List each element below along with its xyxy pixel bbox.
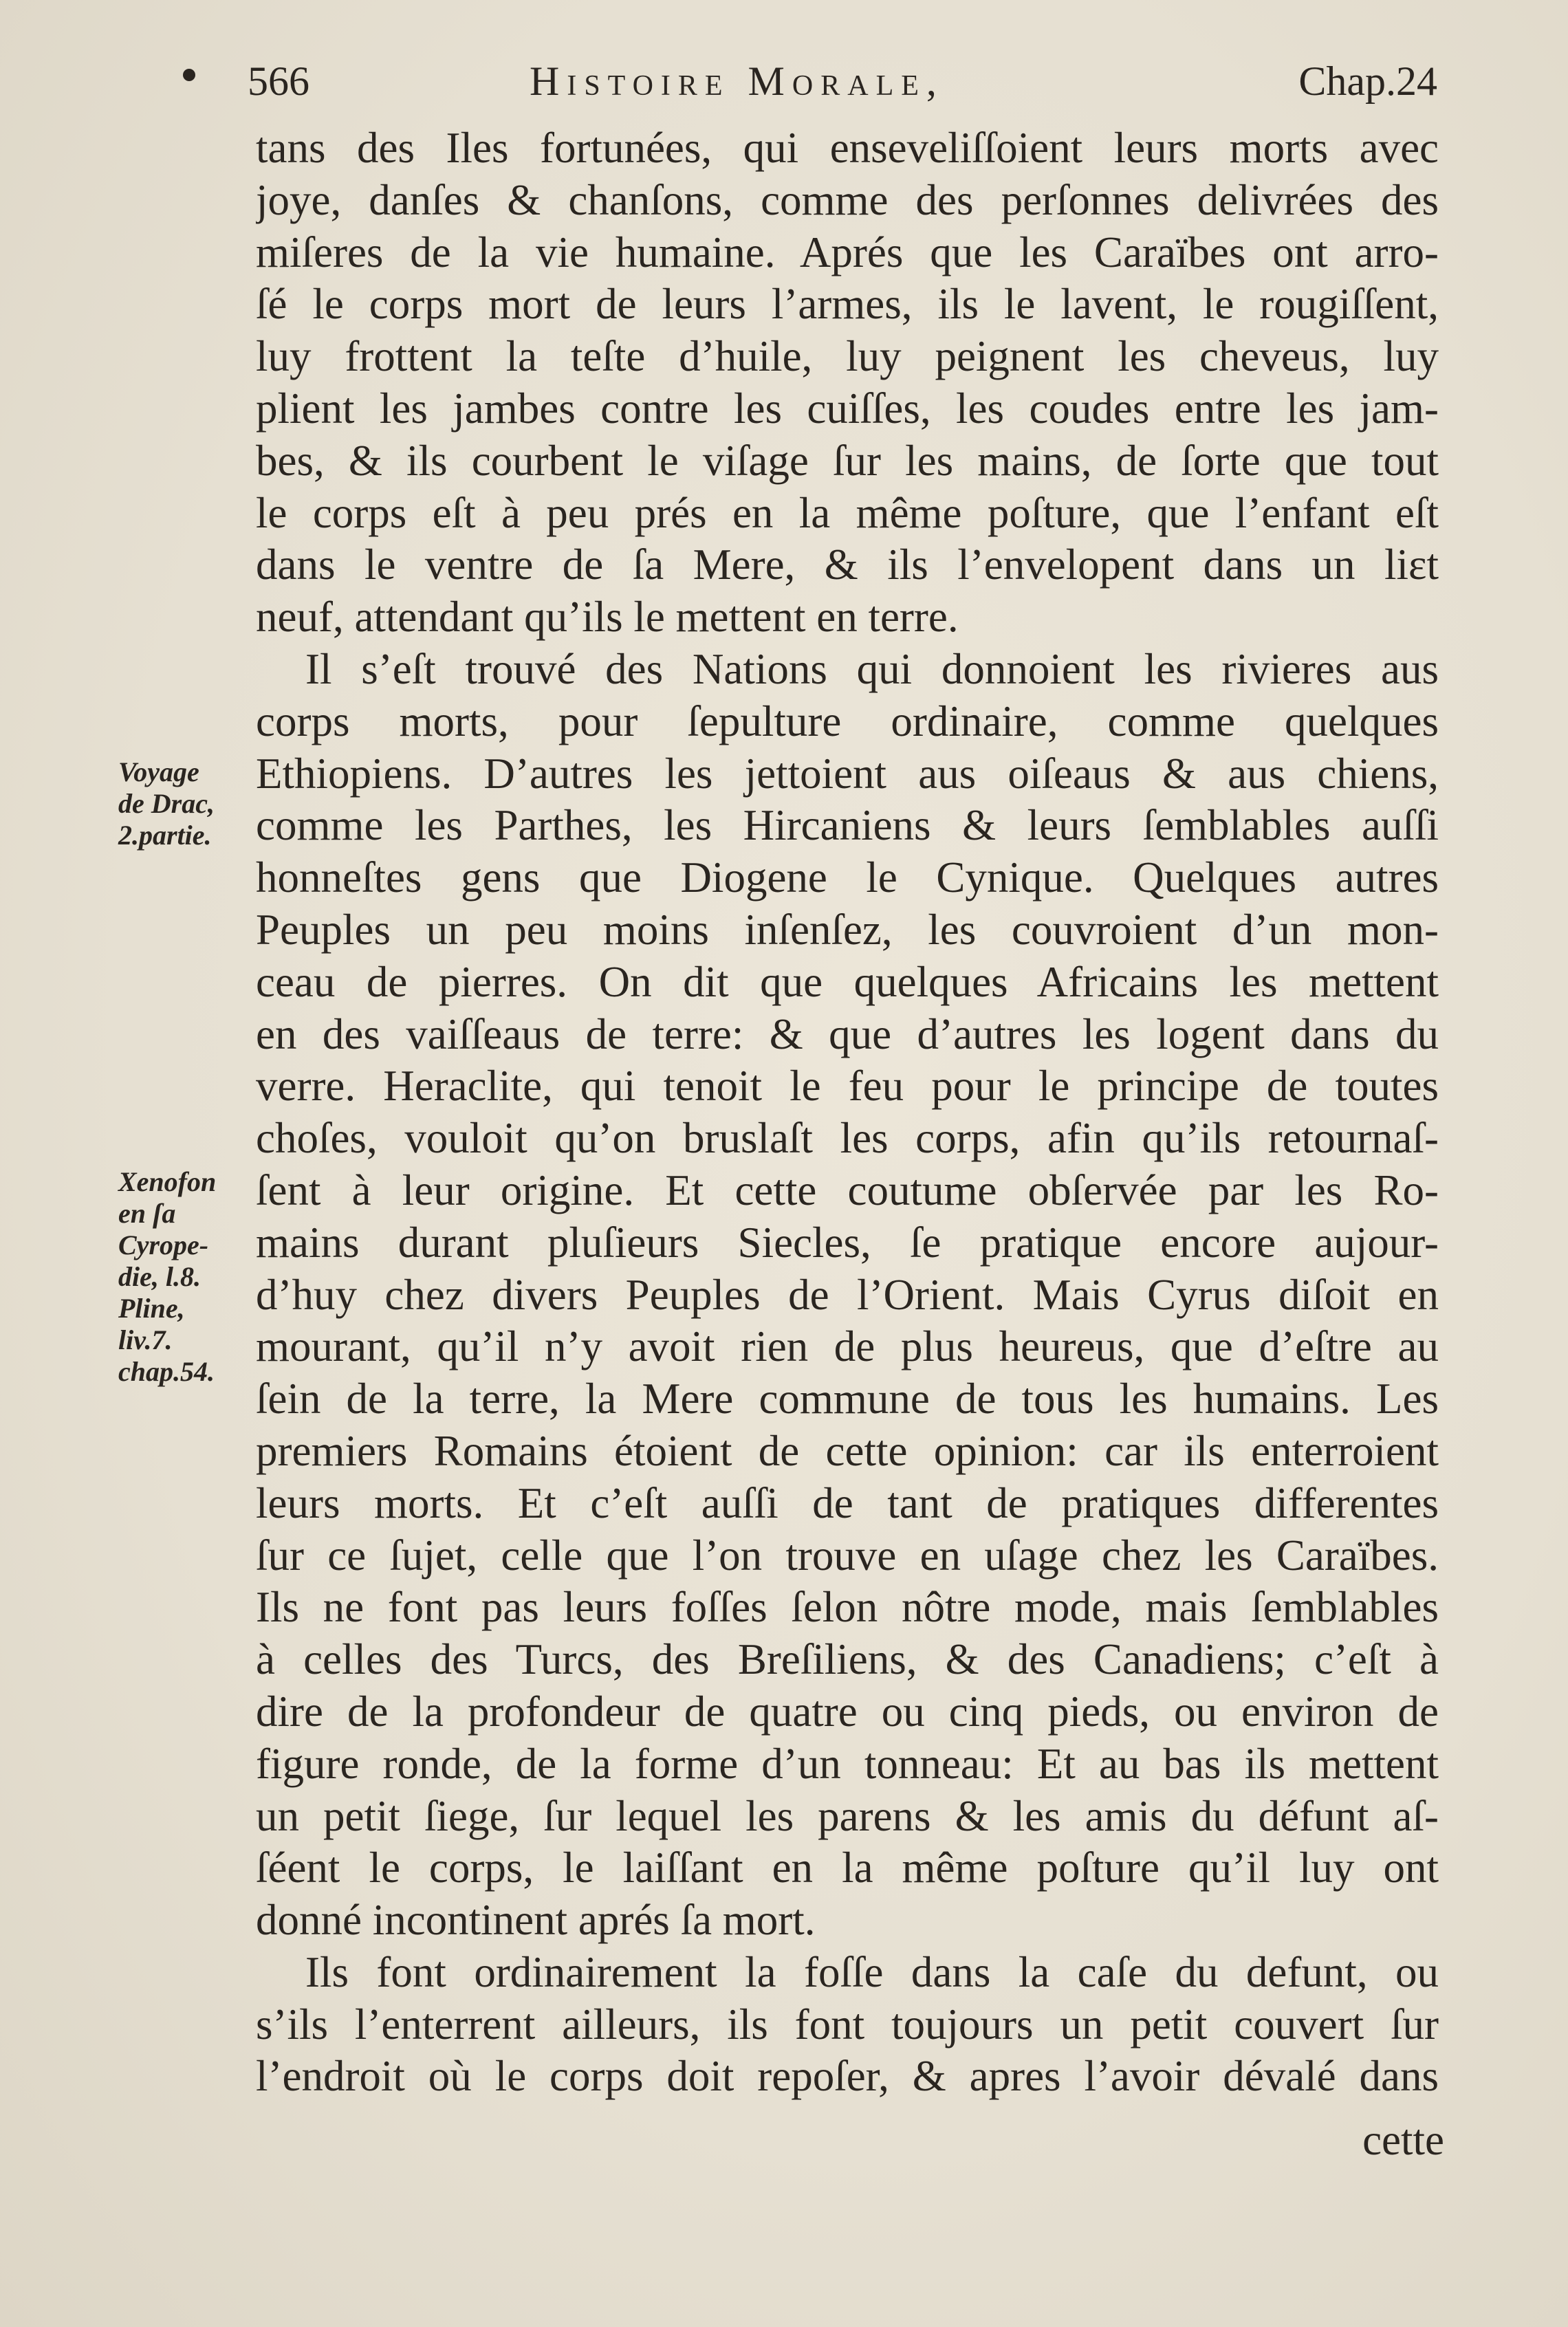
margin-note-line: en ſa — [118, 1198, 176, 1229]
text-line: ſent à leur origine. Et cette coutume obſervée par les Ro- — [256, 1166, 1439, 1214]
text-line: leurs morts. Et c’eſt auſſi de tant de pratiques differentes — [256, 1478, 1439, 1527]
paragraph-start-line: Ils font ordinairement la foſſe dans la caſe du defunt, ou — [305, 1947, 1439, 1996]
text-line: un petit ſiege, ſur lequel les parens & les amis du défunt aſ- — [256, 1791, 1439, 1840]
margin-note-line: Xenofon — [118, 1166, 217, 1197]
paragraph-start-line: Il s’eſt trouvé des Nations qui donnoient les rivieres aus — [305, 644, 1439, 693]
text-line: en des vaiſſeaus de terre: & que d’autres les logent dans du — [256, 1009, 1439, 1058]
text-line: à celles des Turcs, des Breſiliens, & des Canadiens; c’eſt à — [256, 1635, 1439, 1684]
text-line: ceau de pierres. On dit que quelques Africains les mettent — [256, 957, 1439, 1006]
text-line: s’ils l’enterrent ailleurs, ils font toujours un petit couvert ſur — [256, 2000, 1439, 2049]
text-line: corps morts, pour ſepulture ordinaire, comme quelques — [256, 697, 1439, 745]
text-line: choſes, vouloit qu’on bruslaſt les corps, afin qu’ils retournaſ- — [256, 1114, 1439, 1163]
text-line: plient les jambes contre les cuiſſes, les coudes entre les jam- — [256, 384, 1439, 433]
margin-note-line: 2.partie. — [118, 820, 212, 851]
text-line: bes, & ils courbent le viſage ſur les mains, de ſorte que tout — [256, 436, 1439, 485]
margin-note-line: die, l.8. — [118, 1261, 201, 1292]
text-line: neuf, attendant qu’ils le mettent en terre. — [256, 593, 959, 642]
text-line: Ethiopiens. D’autres les jettoient aus oiſeaus & aus chiens, — [256, 749, 1439, 798]
chapter-label: Chap.24 — [1298, 58, 1437, 104]
text-line: mourant, qu’il n’y avoit rien de plus heureus, que d’eſtre au — [256, 1322, 1439, 1371]
margin-note-line: Cyrope- — [118, 1230, 209, 1260]
text-line: ſur ce ſujet, celle que l’on trouve en uſage chez les Caraïbes. — [256, 1531, 1439, 1580]
margin-note-line: chap.54. — [118, 1356, 215, 1387]
margin-note-line: Pline, — [118, 1293, 185, 1324]
text-line: premiers Romains étoient de cette opinion: car ils enterroient — [256, 1426, 1439, 1475]
margin-note-voyage — [118, 756, 239, 851]
text-line: l’endroit où le corps doit repoſer, & apres l’avoir dévalé dans — [256, 2052, 1439, 2101]
text-line: ſein de la terre, la Mere commune de tous les humains. Les — [256, 1375, 1439, 1423]
text-line: tans des Iles fortunées, qui enseveliſſoient leurs morts avec — [256, 124, 1439, 172]
text-line: mains durant pluſieurs Siecles, ſe pratique encore aujour- — [256, 1218, 1439, 1267]
margin-note-xenofon — [118, 1166, 239, 1388]
text-line: le corps eſt à peu prés en la même poſture, que l’enfant eſt — [256, 488, 1439, 537]
text-line: luy frottent la teſte d’huile, luy peignent les cheveus, luy — [256, 332, 1439, 381]
text-line: joye, danſes & chanſons, comme des perſonnes delivrées des — [256, 175, 1439, 224]
page-number: 566 — [248, 58, 309, 104]
text-line: dire de la profondeur de quatre ou cinq pieds, ou environ de — [256, 1687, 1439, 1736]
text-line: figure ronde, de la forme d’un tonneau: Et au bas ils mettent — [256, 1739, 1439, 1788]
running-title: Histoire Morale, — [530, 58, 944, 104]
text-line: miſeres de la vie humaine. Aprés que les Caraïbes ont arro- — [256, 228, 1439, 276]
text-line: verre. Heraclite, qui tenoit le feu pour le principe de toutes — [256, 1062, 1439, 1111]
body-text — [256, 122, 1439, 2103]
margin-note-line: liv.7. — [118, 1324, 173, 1355]
text-line: ſé le corps mort de leurs l’armes, ils le lavent, le rougiſſent, — [256, 280, 1439, 329]
bullet-ornament — [183, 69, 195, 81]
text-line: Ils ne font pas leurs foſſes ſelon nôtre mode, mais ſemblables — [256, 1583, 1439, 1632]
page-header — [165, 54, 1444, 109]
margin-note-line: Voyage — [118, 756, 199, 787]
text-line: Peuples un peu moins inſenſez, les couvroient d’un mon- — [256, 905, 1439, 954]
text-line: honneſtes gens que Diogene le Cynique. Quelques autres — [256, 853, 1439, 902]
catchword: cette — [1362, 2116, 1444, 2164]
text-line: d’huy chez divers Peuples de l’Orient. Mais Cyrus diſoit en — [256, 1270, 1439, 1319]
text-line: dans le ventre de ſa Mere, & ils l’envelopent dans un liɛt — [256, 540, 1439, 589]
text-line: donné incontinent aprés ſa mort. — [256, 1896, 816, 1945]
text-line: comme les Parthes, les Hircaniens & leurs ſemblables auſſi — [256, 801, 1439, 850]
margin-note-line: de Drac, — [118, 788, 215, 819]
text-line: ſéent le corps, le laiſſant en la même poſture qu’il luy ont — [256, 1844, 1439, 1892]
